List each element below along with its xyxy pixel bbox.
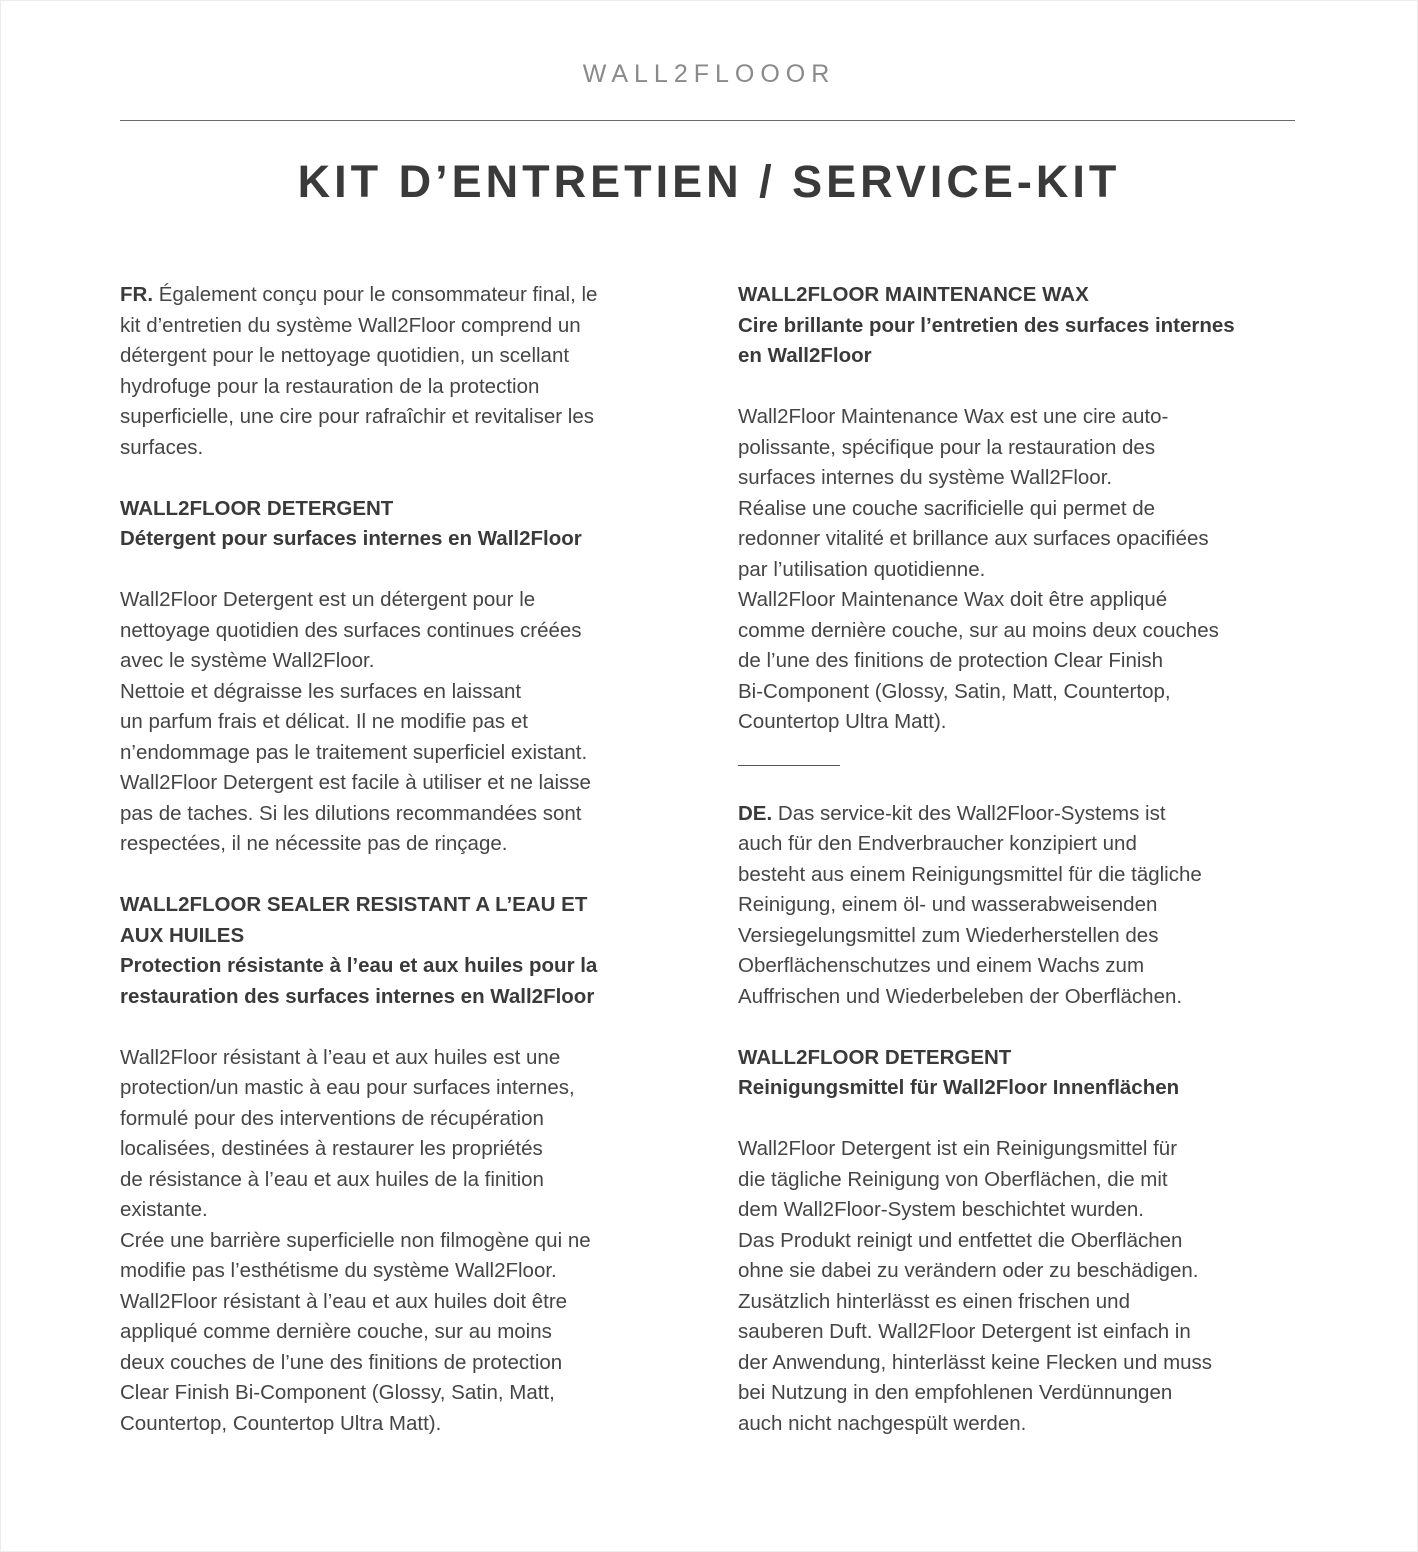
fr-wax-body: Wall2Floor Maintenance Wax est une cire auto- polissante, spécifique pour la restauration des surfaces internes du système Wall2Floor. Réalise une couche sacrificielle qui permet de redonner vitalité et brillance aux surfaces opacifiées par l’utilisation quotidienne. Wall2Floor Maintenance Wax doit être appliqué comme dernière couche, sur au moins deux couches de l’une des finitions de protection Clear Finish Bi-Component (Glossy, Satin, Matt, Countertop, Countertop Ultra Matt). (738, 405, 1219, 733)
page-title: KIT D’ENTRETIEN / SERVICE-KIT (297, 156, 1121, 207)
fr-detergent-heading: WALL2FLOOR DETERGENT (120, 496, 394, 520)
fr-detergent-body: Wall2Floor Detergent est un détergent pour le nettoyage quotidien des surfaces continues créées avec le système Wall2Floor. Nettoie et dégraisse les surfaces en laissant un parfum frais et délicat. Il ne modifie pas et n’endommage pas le traitement superficiel existant. Wall2Floor Detergent est facile à utiliser et ne laisse pas de taches. Si les dilutions recommandées sont respectées, il ne nécessite pas de rinçage. (120, 588, 591, 855)
fr-detergent-subheading: Détergent pour surfaces internes en Wall2Floor (120, 527, 582, 550)
brand-logo: WALL2FLOOOR (582, 60, 836, 88)
fr-intro-text: Également conçu pour le consommateur final, le kit d’entretien du système Wall2Floor comprend un détergent pour le nettoyage quotidien, un scellant hydrofuge pour la restauration de la protection superficielle, une cire pour rafraîchir et revitaliser les surfaces. (120, 283, 598, 459)
de-detergent-body: Wall2Floor Detergent ist ein Reinigungsmittel für die tägliche Reinigung von Oberflächen, die mit dem Wall2Floor-System beschichtet wurden. Das Produkt reinigt und entfettet die Oberflächen ohne sie dabei zu verändern oder zu beschädigen. Zusätzlich hinterlässt es einen frischen und sauberen Duft. Wall2Floor Detergent ist einfach in der Anwendung, hinterlässt keine Flecken und muss bei Nutzung in den empfohlenen Verdünnungen auch nicht nachgespült werden. (738, 1137, 1213, 1435)
de-detergent-heading: WALL2FLOOR DETERGENT (738, 1045, 1012, 1069)
fr-intro-paragraph (120, 280, 692, 463)
right-column (738, 280, 1310, 1439)
fr-language-label: FR. (120, 283, 154, 306)
header-divider (120, 120, 1295, 121)
de-intro-text: Das service-kit des Wall2Floor-Systems ist auch für den Endverbraucher konzipiert und besteht aus einem Reinigungsmittel für die tägliche Reinigung, einem öl- und wasserabweisenden Versiegelungsmittel zum Wiederherstellen des Oberflächenschutzes und einem Wachs zum Auffrischen und Wiederbeleben der Oberflächen. (738, 801, 1202, 1008)
fr-wax-subheading: Cire brillante pour l’entretien des surfaces internes en Wall2Floor (738, 313, 1235, 367)
fr-sealer-heading: WALL2FLOOR SEALER RESISTANT A L’EAU ET AUX HUILES (120, 893, 588, 947)
left-column (120, 280, 692, 1439)
fr-wax-heading: WALL2FLOOR MAINTENANCE WAX (738, 283, 1089, 306)
fr-sealer-body: Wall2Floor résistant à l’eau et aux huiles est une protection/un mastic à eau pour surfaces internes, formulé pour des interventions de récupération localisées, destinées à restaurer les propriétés de résistance à l’eau et aux huiles de la finition existante. Crée une barrière superficielle non filmogène qui ne modifie pas l’esthétisme du système Wall2Floor. Wall2Floor résistant à l’eau et aux huiles doit être appliqué comme dernière couche, sur au moins deux couches de l’une des finitions de protection Clear Finish Bi-Component (Glossy, Satin, Matt, Countertop, Countertop Ultra Matt). (120, 1045, 591, 1435)
de-detergent-subheading: Reinigungsmittel für Wall2Floor Innenflächen (738, 1076, 1180, 1099)
fr-sealer-subheading: Protection résistante à l’eau et aux huiles pour la restauration des surfaces internes en Wall2Floor (120, 954, 598, 1008)
de-intro-paragraph (738, 799, 1310, 1013)
de-language-label: DE. (738, 801, 773, 825)
